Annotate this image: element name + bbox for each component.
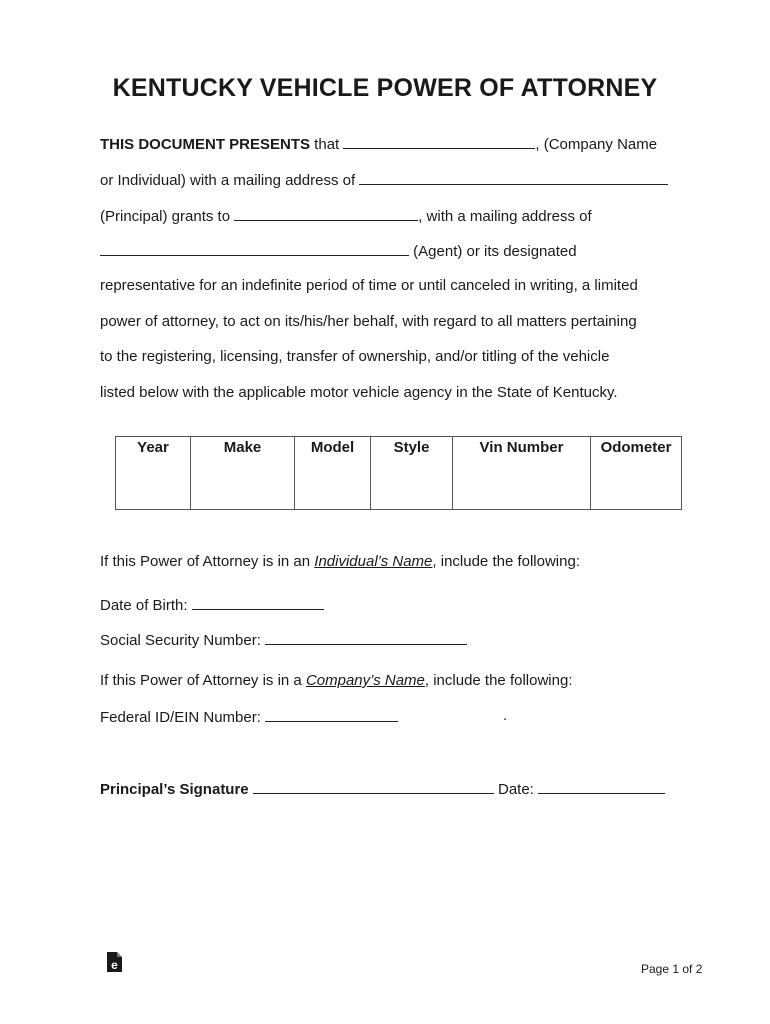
ein-label: Federal ID/EIN Number: bbox=[100, 709, 266, 726]
company-prefix: If this Power of Attorney is in a bbox=[100, 672, 306, 689]
company-heading bbox=[100, 672, 572, 690]
ssn-line bbox=[100, 630, 467, 650]
col-make[interactable]: Make bbox=[191, 437, 295, 510]
page-number: Page 1 of 2 bbox=[641, 962, 703, 976]
signature-line bbox=[100, 779, 665, 799]
col-year[interactable]: Year bbox=[116, 437, 191, 510]
ein-trailing-dot: . bbox=[503, 707, 508, 724]
intro-line-4 bbox=[100, 241, 577, 261]
agent-address-blank[interactable] bbox=[100, 241, 409, 256]
ssn-label: Social Security Number: bbox=[100, 632, 266, 649]
intro-line-6: power of attorney, to act on its/his/her behalf, with regard to all matters pertaining bbox=[100, 313, 637, 330]
intro-line-1 bbox=[100, 134, 657, 154]
col-vin-number[interactable]: Vin Number bbox=[453, 437, 591, 510]
col-model[interactable]: Model bbox=[295, 437, 371, 510]
intro-lead-bold: THIS DOCUMENT PRESENTS bbox=[100, 136, 311, 153]
intro-line-3 bbox=[100, 206, 592, 226]
intro-line-3-b: , with a mailing address of bbox=[418, 208, 592, 225]
intro-line-2-text: or Individual) with a mailing address of bbox=[100, 172, 360, 189]
date-blank[interactable] bbox=[538, 779, 665, 794]
intro-line-3-a: (Principal) grants to bbox=[100, 208, 235, 225]
intro-line-4-b: (Agent) or its designated bbox=[409, 243, 577, 260]
ssn-blank[interactable] bbox=[265, 630, 467, 645]
vehicle-table bbox=[115, 436, 682, 510]
agent-name-blank[interactable] bbox=[234, 206, 418, 221]
ein-blank[interactable] bbox=[265, 707, 398, 722]
dob-blank[interactable] bbox=[192, 595, 324, 610]
individual-emph: Individual’s Name bbox=[314, 553, 433, 570]
col-style[interactable]: Style bbox=[371, 437, 453, 510]
individual-heading bbox=[100, 553, 580, 571]
intro-line-7: to the registering, licensing, transfer of ownership, and/or titling of the vehicle bbox=[100, 348, 610, 365]
logo-letter: e bbox=[111, 958, 118, 972]
principal-address-blank[interactable] bbox=[359, 170, 668, 185]
dob-line bbox=[100, 595, 324, 615]
individual-suffix: , include the following: bbox=[432, 553, 580, 570]
date-label: Date: bbox=[498, 781, 539, 798]
document-title: KENTUCKY VEHICLE POWER OF ATTORNEY bbox=[112, 74, 658, 102]
intro-line-5: representative for an indefinite period of time or until canceled in writing, a limited bbox=[100, 277, 638, 294]
individual-prefix: If this Power of Attorney is in an bbox=[100, 553, 315, 570]
dob-label: Date of Birth: bbox=[100, 597, 192, 614]
company-suffix: , include the following: bbox=[424, 672, 573, 689]
ein-line bbox=[100, 707, 398, 727]
intro-line-2 bbox=[100, 170, 668, 190]
intro-lead-rest: that bbox=[310, 136, 344, 153]
intro-line-8: listed below with the applicable motor vehicle agency in the State of Kentucky. bbox=[100, 384, 618, 401]
principal-name-blank[interactable] bbox=[343, 134, 535, 149]
signature-label: Principal’s Signature bbox=[100, 781, 249, 798]
intro-after-blank: , (Company Name bbox=[535, 136, 658, 153]
col-odometer[interactable]: Odometer bbox=[591, 437, 682, 510]
vehicle-table-header-row bbox=[116, 437, 682, 510]
signature-blank[interactable] bbox=[253, 779, 494, 794]
eforms-logo-icon bbox=[106, 952, 122, 972]
company-emph: Company’s Name bbox=[305, 672, 425, 689]
